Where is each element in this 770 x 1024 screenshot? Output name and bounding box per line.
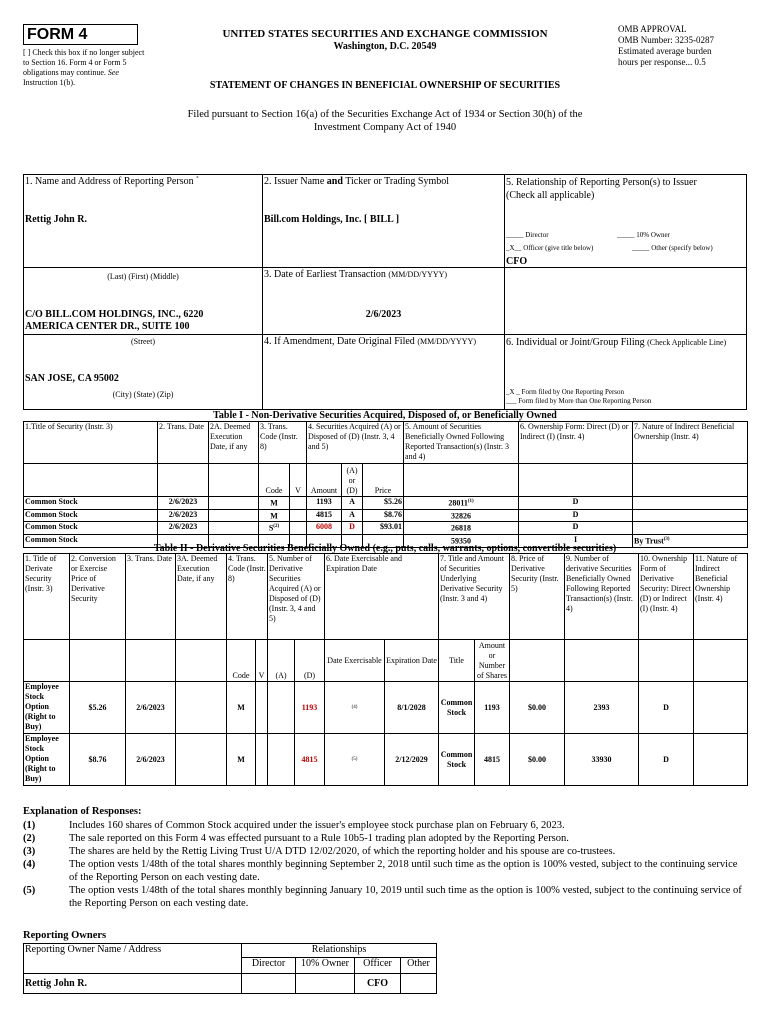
t2-code: M	[227, 734, 256, 786]
t1-owned: 59350	[404, 534, 519, 547]
t2-owned: 2393	[565, 682, 639, 734]
t1-sub-amount: Amount	[307, 464, 342, 497]
t1-deemed	[209, 509, 259, 522]
table2-title: Table II - Derivative Securities Beneficially Owned (e.g., puts, calls, warrants, options, convertible securities)	[153, 543, 617, 554]
t1-deemed	[209, 522, 259, 535]
explanation-note: (3) The shares are held by the Rettig Living Trust U/A DTD 12/02/2020, of which the reporting holder and his spouse are co-trustees.	[23, 846, 616, 857]
t2-sub-amount: Amount or Number of Shares	[475, 640, 510, 682]
owners-col-other: Other	[401, 958, 437, 974]
t2-v	[256, 734, 268, 786]
t1-owned: 26818	[404, 522, 519, 535]
box4-label: 4. If Amendment, Date Original Filed (MM/DD/YYYY)	[264, 336, 476, 347]
form-title-box	[23, 24, 138, 45]
t2-h2: 2. Conversion or Exercise Price of Derivative Security	[70, 554, 126, 640]
filing-one-person: _X _ Form filed by One Reporting Person	[506, 388, 625, 396]
owners-title: Reporting Owners	[23, 930, 107, 941]
table1-row	[24, 522, 748, 535]
t2-exercisable: (4)	[325, 682, 385, 734]
filed-pursuant: Filed pursuant to Section 16(a) of the Securities Exchange Act of 1934 or Section 30(h) of the Investment Company Act of 1940	[187, 109, 583, 133]
t1-sub-price: Price	[363, 464, 404, 497]
t2-form: D	[639, 734, 694, 786]
t2-a	[268, 734, 295, 786]
t2-sub-title: Title	[439, 640, 475, 682]
table2-row	[24, 682, 748, 734]
t2-sub-a: (A)	[268, 640, 295, 682]
city-label: (City) (State) (Zip)	[112, 390, 174, 399]
t1-title: Common Stock	[24, 497, 158, 510]
t2-v	[256, 682, 268, 734]
explanation-note: (5) The option vests 1/48th of the total shares monthly beginning January 10, 2019 until such time as the option is 100% vested, subject to the continuing service of the Reporting Person on each vesting date.	[23, 885, 742, 909]
t1-nature	[633, 497, 748, 510]
owner-ten	[296, 974, 355, 994]
t1-title: Common Stock	[24, 509, 158, 522]
t1-sub-code: Code	[259, 464, 290, 497]
city-state: SAN JOSE, CA 95002	[25, 373, 119, 384]
t1-date: 2/6/2023	[158, 497, 209, 510]
t2-date: 2/6/2023	[126, 734, 176, 786]
t2-h1: 1. Title of Derivate Security (Instr. 3)	[24, 554, 70, 640]
t2-d: 1193	[295, 682, 325, 734]
box3-label: 3. Date of Earliest Transaction (MM/DD/YYYY)	[264, 269, 448, 280]
table1-title: Table I - Non-Derivative Securities Acquired, Disposed of, or Beneficially Owned	[213, 410, 557, 421]
officer-title: CFO	[506, 256, 528, 267]
t2-sub-expiration: Expiration Date	[385, 640, 439, 682]
t2-expiration: 8/1/2028	[385, 682, 439, 734]
t2-conv: $8.76	[70, 734, 126, 786]
t1-sub-ad: (A) or (D)	[342, 464, 363, 497]
t2-nature	[694, 682, 748, 734]
filing-more-persons: ___ Form filed by More than One Reporting Person	[506, 397, 652, 405]
t1-h2: 2. Trans. Date	[158, 422, 209, 464]
owner-other	[401, 974, 437, 994]
owners-table	[23, 943, 437, 994]
table1-row	[24, 509, 748, 522]
t1-amount: 4815	[307, 509, 342, 522]
t1-v	[290, 497, 307, 510]
t2-conv: $5.26	[70, 682, 126, 734]
t2-form: D	[639, 682, 694, 734]
t1-h6: 6. Ownership Form: Direct (D) or Indirect (I) (Instr. 4)	[519, 422, 633, 464]
earliest-transaction-date: 2/6/2023	[365, 309, 402, 320]
statement-title: STATEMENT OF CHANGES IN BENEFICIAL OWNERSHIP OF SECURITIES	[209, 80, 561, 91]
table2-row	[24, 734, 748, 786]
t1-nature	[633, 522, 748, 535]
t2-h4: 4. Trans. Code (Instr. 8)	[227, 554, 268, 640]
rel-10pct-owner: _____ 10% Owner	[617, 231, 670, 239]
t2-underlying-title: Common Stock	[439, 734, 475, 786]
t1-deemed	[209, 497, 259, 510]
t2-deemed	[176, 734, 227, 786]
box1-label: 1. Name and Address of Reporting Person *	[25, 176, 199, 187]
t1-nature: By Trust$^{(3)}$	[633, 534, 748, 547]
t2-sub-exercisable: Date Exercisable	[325, 640, 385, 682]
form-title: FORM 4	[27, 26, 88, 43]
t2-date: 2/6/2023	[126, 682, 176, 734]
t2-h3a: 3A. Deemed Execution Date, if any	[176, 554, 227, 640]
t1-owned: 32826	[404, 509, 519, 522]
t2-underlying-amount: 1193	[475, 682, 510, 734]
t2-h9: 9. Number of derivative Securities Beneficially Owned Following Reported Transaction(s) (Instr. 4)	[565, 554, 639, 640]
t1-h1: 1.Title of Security (Instr. 3)	[24, 422, 158, 464]
t2-d: 4815	[295, 734, 325, 786]
t2-title: Employee Stock Option (Right to Buy)	[24, 734, 70, 786]
issuer-name: Bill.com Holdings, Inc. [ BILL ]	[264, 214, 400, 225]
t1-ad: A	[342, 509, 363, 522]
omb-approval: OMB APPROVAL OMB Number: 3235-0287 Estimated average burden hours per response... 0.5	[618, 24, 714, 67]
owners-col-relationships: Relationships	[242, 944, 437, 958]
owner-officer: CFO	[355, 974, 401, 994]
t1-title: Common Stock	[24, 522, 158, 535]
t2-h6: 6. Date Exercisable and Expiration Date	[325, 554, 439, 640]
table1-row	[24, 497, 748, 510]
t1-owned: 28011$^{(1)}$	[404, 497, 519, 510]
t1-ad: D	[342, 522, 363, 535]
t1-h7: 7. Nature of Indirect Beneficial Ownership (Instr. 4)	[633, 422, 748, 464]
t2-underlying-title: Common Stock	[439, 682, 475, 734]
t1-title: Common Stock	[24, 534, 158, 547]
t2-owned: 33930	[565, 734, 639, 786]
t1-code: $S^{(2)}$	[259, 522, 290, 535]
t1-form: I	[519, 534, 633, 547]
t2-h7: 7. Title and Amount of Securities Underlying Derivative Security (Instr. 3 and 4)	[439, 554, 510, 640]
t2-price: $0.00	[510, 682, 565, 734]
rel-officer: _X__ Officer (give title below)	[506, 244, 594, 252]
t1-code: M	[259, 509, 290, 522]
owner-name: Rettig John R.	[24, 974, 242, 994]
t2-h3: 3. Trans. Date	[126, 554, 176, 640]
t2-title: Employee Stock Option (Right to Buy)	[24, 682, 70, 734]
t2-expiration: 2/12/2029	[385, 734, 439, 786]
t1-price: $93.01	[363, 522, 404, 535]
t1-form: D	[519, 522, 633, 535]
t2-sub-v: V	[256, 640, 268, 682]
t1-amount: 6008	[307, 522, 342, 535]
address-line-2: AMERICA CENTER DR., SUITE 100	[25, 321, 190, 332]
t2-exercisable: (5)	[325, 734, 385, 786]
t2-h10: 10. Ownership Form of Derivative Security: Direct (D) or Indirect (I) (Instr. 4)	[639, 554, 694, 640]
box2-label: 2. Issuer Name and Ticker or Trading Symbol	[264, 176, 450, 187]
t1-price: $8.76	[363, 509, 404, 522]
explanation-notes	[23, 819, 743, 910]
owner-director	[242, 974, 296, 994]
agency-city: Washington, D.C. 20549	[333, 41, 437, 52]
t1-ad: A	[342, 497, 363, 510]
t2-underlying-amount: 4815	[475, 734, 510, 786]
t2-sub-code: Code	[227, 640, 256, 682]
address-line-1: C/O BILL.COM HOLDINGS, INC., 6220	[25, 309, 204, 320]
t1-v	[290, 522, 307, 535]
t2-a	[268, 682, 295, 734]
t1-h4: 4. Securities Acquired (A) or Disposed of (D) (Instr. 3, 4 and 5)	[307, 422, 404, 464]
name-fields-label: (Last) (First) (Middle)	[107, 272, 179, 281]
t2-h5: 5. Number of Derivative Securities Acquired (A) or Disposed of (D) (Instr. 3, 4 and 5)	[268, 554, 325, 640]
t1-date: 2/6/2023	[158, 522, 209, 535]
t2-h8: 8. Price of Derivative Security (Instr. 5)	[510, 554, 565, 640]
owners-col-officer: Officer	[355, 958, 401, 974]
t1-nature	[633, 509, 748, 522]
t2-nature	[694, 734, 748, 786]
t1-sub-v: V	[290, 464, 307, 497]
t1-h5: 5. Amount of Securities Beneficially Owned Following Reported Transaction(s) (Instr. 3 and 4)	[404, 422, 519, 464]
owner-row	[24, 974, 437, 994]
owners-col-director: Director	[242, 958, 296, 974]
t1-form: D	[519, 497, 633, 510]
t2-sub-d: (D)	[295, 640, 325, 682]
t1-h3: 3. Trans. Code (Instr. 8)	[259, 422, 307, 464]
explanation-note: (1) Includes 160 shares of Common Stock acquired under the issuer's employee stock purchase plan on February 6, 2023.	[23, 820, 565, 831]
rel-other: _____ Other (specify below)	[632, 244, 713, 252]
explanation-note: (2) The sale reported on this Form 4 was effected pursuant to a Rule 10b5-1 trading plan adopted by the Reporting Person.	[23, 833, 569, 844]
t2-h11: 11. Nature of Indirect Beneficial Ownership (Instr. 4)	[694, 554, 748, 640]
box5-label: 5. Relationship of Reporting Person(s) to Issuer (Check all applicable)	[506, 177, 697, 201]
agency-name: UNITED STATES SECURITIES AND EXCHANGE COMMISSION	[222, 28, 548, 40]
t1-amount: 1193	[307, 497, 342, 510]
t1-code: M	[259, 497, 290, 510]
street-label: (Street)	[131, 337, 155, 346]
rel-director: _____ Director	[506, 231, 549, 239]
box6-label: 6. Individual or Joint/Group Filing (Check Applicable Line)	[506, 337, 727, 348]
table1	[23, 421, 748, 548]
t1-date: 2/6/2023	[158, 509, 209, 522]
reporting-block	[23, 174, 747, 410]
t1-form: D	[519, 509, 633, 522]
t2-deemed	[176, 682, 227, 734]
checkbox-note: [ ] Check this box if no longer subject to Section 16. Form 4 or Form 5 obligations may continue. See Instruction 1(b).	[23, 48, 145, 87]
explanation-note: (4) The option vests 1/48th of the total shares monthly beginning September 2, 2018 until such time as the option is 100% vested, subject to the continuing service of the Reporting Person on each vesting date.	[23, 859, 738, 883]
t2-code: M	[227, 682, 256, 734]
t1-price: $5.26	[363, 497, 404, 510]
owners-col-10pct: 10% Owner	[296, 958, 355, 974]
explanation-title: Explanation of Responses:	[23, 806, 142, 817]
t1-v	[290, 509, 307, 522]
owners-col-name: Reporting Owner Name / Address	[24, 944, 242, 974]
t2-price: $0.00	[510, 734, 565, 786]
table2	[23, 553, 748, 786]
reporting-person-name: Rettig John R.	[25, 214, 87, 225]
t1-h2a: 2A. Deemed Execution Date, if any	[209, 422, 259, 464]
